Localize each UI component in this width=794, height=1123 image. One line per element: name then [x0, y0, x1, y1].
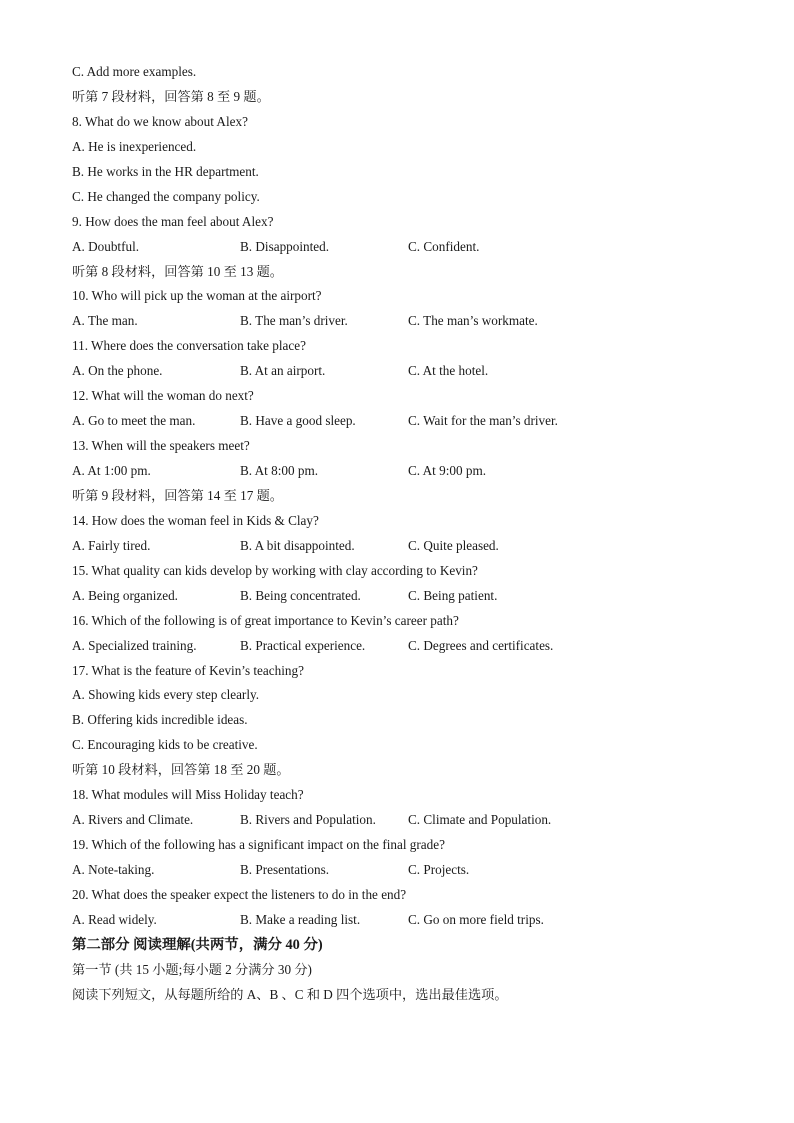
options-row-10	[72, 309, 732, 334]
option-9b: B. Disappointed.	[240, 238, 330, 254]
option-line: C. Add more examples.	[72, 64, 197, 79]
option-16c: C. Degrees and certificates.	[408, 637, 554, 653]
option-14c: C. Quite pleased.	[408, 537, 499, 553]
section-instruction: 听第 9 段材料，回答第 14 至 17 题。	[72, 487, 283, 503]
options-row-12	[72, 409, 732, 434]
option-17a: A. Showing kids every step clearly.	[72, 687, 260, 703]
option-19a: A. Note-taking.	[72, 862, 155, 877]
question-9: 9. How does the man feel about Alex?	[72, 213, 274, 229]
question-19: 19. Which of the following has a significant impact on the final grade?	[72, 837, 445, 853]
options-row-11	[72, 359, 732, 384]
option-10a: A. The man.	[72, 313, 138, 329]
option-19b: B. Presentations.	[240, 862, 330, 877]
options-row-19	[72, 858, 732, 883]
option-12c: C. Wait for the man’s driver.	[408, 413, 558, 429]
option-12b: B. Have a good sleep.	[240, 413, 356, 429]
options-row-20	[72, 908, 732, 933]
options-row-16	[72, 634, 732, 659]
option-13b: B. At 8:00 pm.	[240, 463, 319, 478]
option-18c: C. Climate and Population.	[408, 812, 552, 828]
question-14: 14. How does the woman feel in Kids & Clay?	[72, 512, 319, 528]
option-20b: B. Make a reading list.	[240, 911, 361, 927]
option-10c: C. The man’s workmate.	[408, 313, 538, 329]
question-20: 20. What does the speaker expect the listeners to do in the end?	[72, 886, 407, 902]
options-row-18	[72, 808, 732, 833]
option-17b: B. Offering kids incredible ideas.	[72, 712, 248, 728]
question-16: 16. Which of the following is of great importance to Kevin’s career path?	[72, 612, 459, 628]
option-11a: A. On the phone.	[72, 363, 163, 379]
options-row-14	[72, 534, 732, 559]
option-16a: A. Specialized training.	[72, 637, 197, 653]
option-14a: A. Fairly tired.	[72, 537, 151, 553]
question-10: 10. Who will pick up the woman at the airport?	[72, 288, 322, 304]
question-13: 13. When will the speakers meet?	[72, 438, 250, 454]
question-18: 18. What modules will Miss Holiday teach?	[72, 787, 304, 803]
option-14b: B. A bit disappointed.	[240, 537, 355, 553]
option-8c: C. He changed the company policy.	[72, 188, 260, 204]
option-16b: B. Practical experience.	[240, 637, 366, 653]
option-18b: B. Rivers and Population.	[240, 812, 376, 828]
section-one-heading: 第一节 (共 15 小题;每小题 2 分满分 30 分)	[72, 961, 312, 977]
options-row-15	[72, 584, 732, 609]
option-12a: A. Go to meet the man.	[72, 413, 196, 429]
option-20a: A. Read widely.	[72, 911, 157, 927]
option-11c: C. At the hotel.	[408, 363, 489, 379]
part-two-heading: 第二部分 阅读理解(共两节，满分 40 分)	[72, 936, 323, 953]
section-instruction: 听第 8 段材料，回答第 10 至 13 题。	[72, 263, 283, 279]
option-8b: B. He works in the HR department.	[72, 163, 259, 179]
section-instruction: 听第 7 段材料，回答第 8 至 9 题。	[72, 88, 270, 104]
option-9a: A. Doubtful.	[72, 238, 140, 254]
option-15c: C. Being patient.	[408, 587, 498, 603]
option-9c: C. Confident.	[408, 238, 480, 254]
option-11b: B. At an airport.	[240, 363, 326, 379]
options-row-9	[72, 235, 732, 260]
question-12: 12. What will the woman do next?	[72, 388, 254, 404]
reading-instruction: 阅读下列短文，从每题所给的 A、B 、C 和 D 四个选项中，选出最佳选项。	[72, 986, 508, 1002]
option-15a: A. Being organized.	[72, 587, 178, 603]
option-13a: A. At 1:00 pm.	[72, 463, 151, 478]
option-8a: A. He is inexperienced.	[72, 138, 197, 154]
option-20c: C. Go on more field trips.	[408, 911, 544, 927]
option-13c: C. At 9:00 pm.	[408, 463, 487, 478]
section-instruction: 听第 10 段材料，回答第 18 至 20 题。	[72, 762, 290, 778]
option-18a: A. Rivers and Climate.	[72, 812, 194, 828]
document-page	[72, 60, 732, 1008]
option-17c: C. Encouraging kids to be creative.	[72, 737, 258, 753]
option-15b: B. Being concentrated.	[240, 587, 361, 603]
question-15: 15. What quality can kids develop by working with clay according to Kevin?	[72, 562, 478, 578]
options-row-13	[72, 459, 732, 484]
question-11: 11. Where does the conversation take place?	[72, 338, 306, 354]
option-19c: C. Projects.	[408, 862, 470, 877]
option-10b: B. The man’s driver.	[240, 313, 348, 329]
question-8: 8. What do we know about Alex?	[72, 113, 248, 129]
question-17: 17. What is the feature of Kevin’s teaching?	[72, 662, 304, 678]
